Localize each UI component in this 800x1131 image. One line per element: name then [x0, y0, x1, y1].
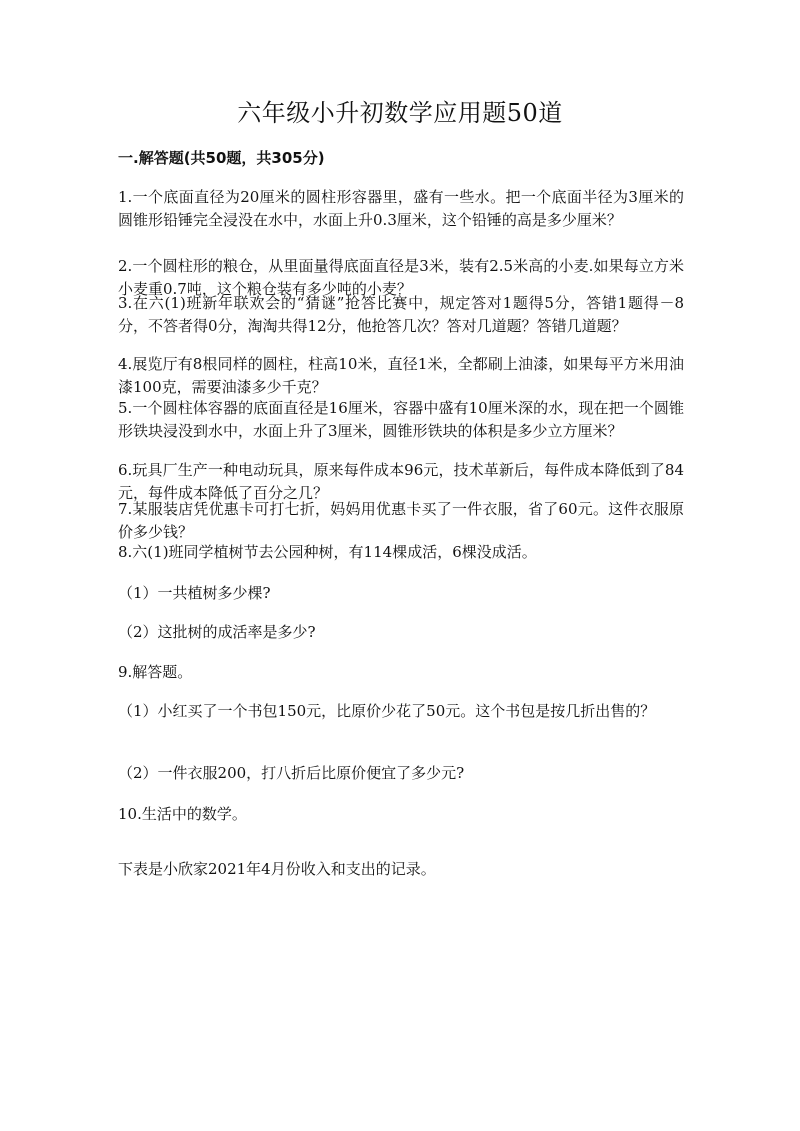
question-4: 4.展览厅有8根同样的圆柱，柱高10米，直径1米，全都刷上油漆，如果每平方米用油漆100克，需要油漆多少千克？: [118, 355, 684, 396]
question-9-sub-1: （1）小红买了一个书包150元，比原价少花了50元。这个书包是按几折出售的？: [118, 702, 656, 720]
question-10-intro: 下表是小欣家2021年4月份收入和支出的记录。: [118, 860, 436, 878]
question-10: 10.生活中的数学。: [118, 805, 247, 823]
question-7: 7.某服装店凭优惠卡可打七折，妈妈用优惠卡买了一件衣服，省了60元。这件衣服原价多少钱？: [118, 500, 684, 541]
question-8-sub-2: （2）这批树的成活率是多少?: [118, 623, 316, 641]
question-5: 5.一个圆柱体容器的底面直径是16厘米，容器中盛有10厘米深的水，现在把一个圆锥形铁块浸没到水中，水面上升了3厘米，圆锥形铁块的体积是多少立方厘米？: [118, 399, 684, 440]
question-9: 9.解答题。: [118, 663, 193, 681]
question-6: 6.玩具厂生产一种电动玩具，原来每件成本96元，技术革新后，每件成本降低到了84元，每件成本降低了百分之几？: [118, 461, 684, 502]
question-9-sub-2: （2）一件衣服200，打八折后比原价便宜了多少元?: [118, 764, 465, 782]
question-8-sub-1: （1）一共植树多少棵?: [118, 584, 271, 602]
question-3: 3.在六(1)班新年联欢会的“猜谜”抢答比赛中，规定答对1题得5分，答错1题得－8分，不答者得0分，淘淘共得12分，他抢答几次？答对几道题？答错几道题？: [118, 294, 684, 335]
section-heading: 一.解答题(共50题，共305分): [118, 149, 325, 167]
question-1: 1.一个底面直径为20厘米的圆柱形容器里，盛有一些水。把一个底面半径为3厘米的圆锥形铅锤完全浸没在水中，水面上升0.3厘米，这个铅锤的高是多少厘米？: [118, 188, 684, 229]
question-2: 2.一个圆柱形的粮仓，从里面量得底面直径是3米，装有2.5米高的小麦.如果每立方米小麦重0.7吨，这个粮仓装有多少吨的小麦？: [118, 257, 684, 298]
page-title: 六年级小升初数学应用题50道: [237, 99, 563, 127]
question-8: 8.六(1)班同学植树节去公园种树，有114棵成活，6棵没成活。: [118, 543, 537, 561]
